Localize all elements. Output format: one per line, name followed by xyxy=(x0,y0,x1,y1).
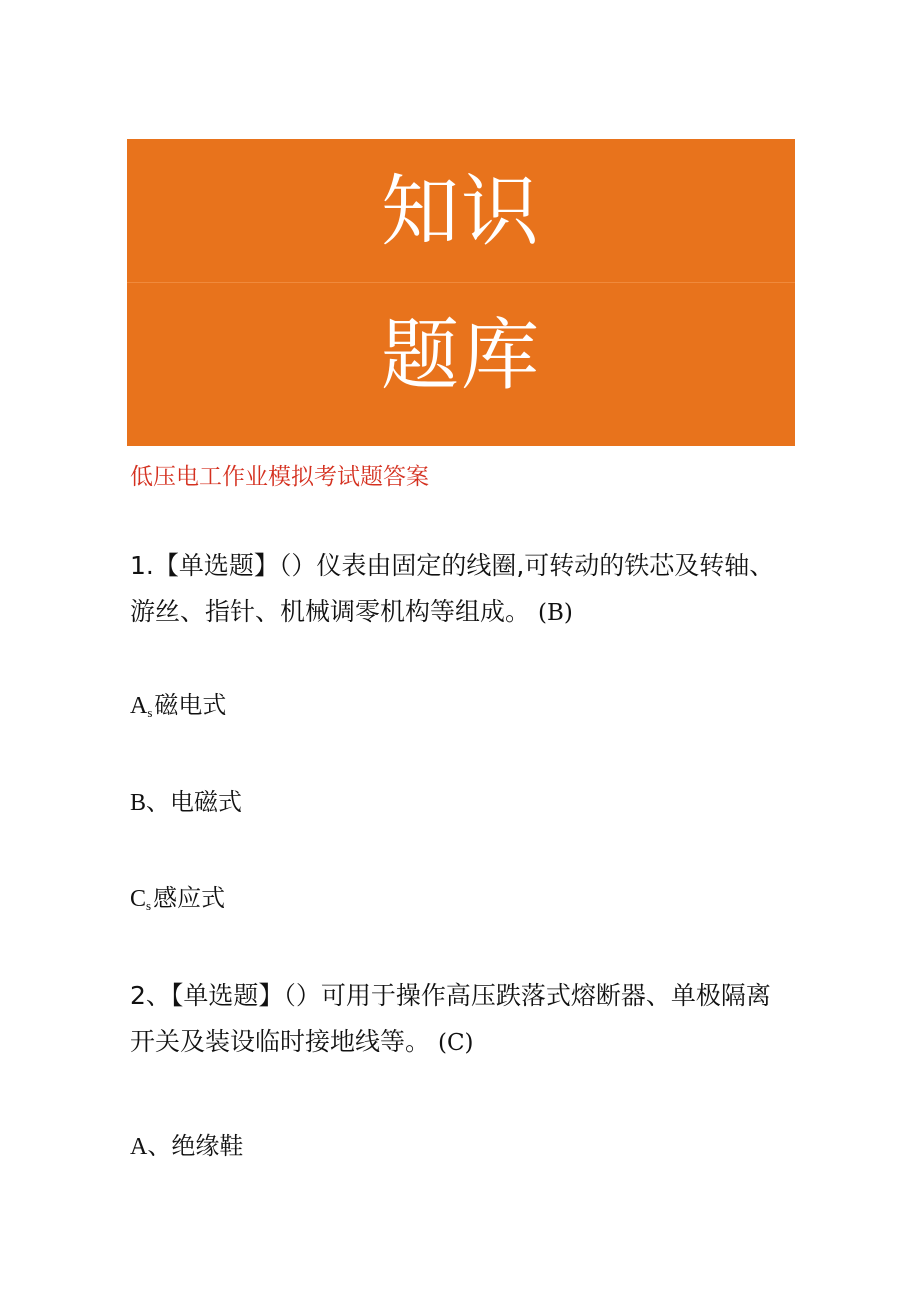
option-letter: C xyxy=(130,886,147,912)
question-1-option-b xyxy=(130,786,242,819)
question-2 xyxy=(130,973,810,1066)
question-1-option-a xyxy=(130,689,226,729)
question-1-answer: (B) xyxy=(537,600,573,626)
question-1-line-1: 1.【单选题】（）仪表由固定的线圈,可转动的铁芯及转轴、 xyxy=(130,551,775,580)
option-separator: s xyxy=(147,705,153,720)
question-1 xyxy=(130,543,810,636)
question-1-text-end: 游丝、指针、机械调零机构等组成。 xyxy=(130,597,531,626)
question-2-option-a xyxy=(130,1130,243,1163)
option-letter: A xyxy=(130,1134,148,1160)
question-2-line-1: 2、【单选题】（）可用于操作高压跌落式熔断器、单极隔离 xyxy=(130,981,771,1010)
option-text: 磁电式 xyxy=(154,691,227,719)
option-text: 感应式 xyxy=(153,884,226,912)
banner-title-line-2: 题库 xyxy=(380,311,541,401)
banner-divider xyxy=(127,282,795,283)
document-title: 低压电工作业模拟考试题答案 xyxy=(130,464,429,490)
question-1-line-2 xyxy=(130,589,810,636)
question-2-text-end: 开关及装设临时接地线等。 xyxy=(130,1027,431,1056)
option-separator: 、 xyxy=(147,1132,172,1160)
option-text: 电磁式 xyxy=(170,788,243,816)
question-1-option-c xyxy=(130,882,225,922)
option-separator: s xyxy=(146,898,152,913)
title-banner xyxy=(127,139,795,446)
banner-title-line-1: 知识 xyxy=(380,167,541,257)
option-letter: A xyxy=(130,693,148,719)
option-letter: B xyxy=(130,790,147,816)
option-text: 绝缘鞋 xyxy=(171,1132,244,1160)
question-2-line-2 xyxy=(130,1019,810,1066)
option-separator: 、 xyxy=(146,788,171,816)
question-2-answer: (C) xyxy=(437,1030,474,1056)
